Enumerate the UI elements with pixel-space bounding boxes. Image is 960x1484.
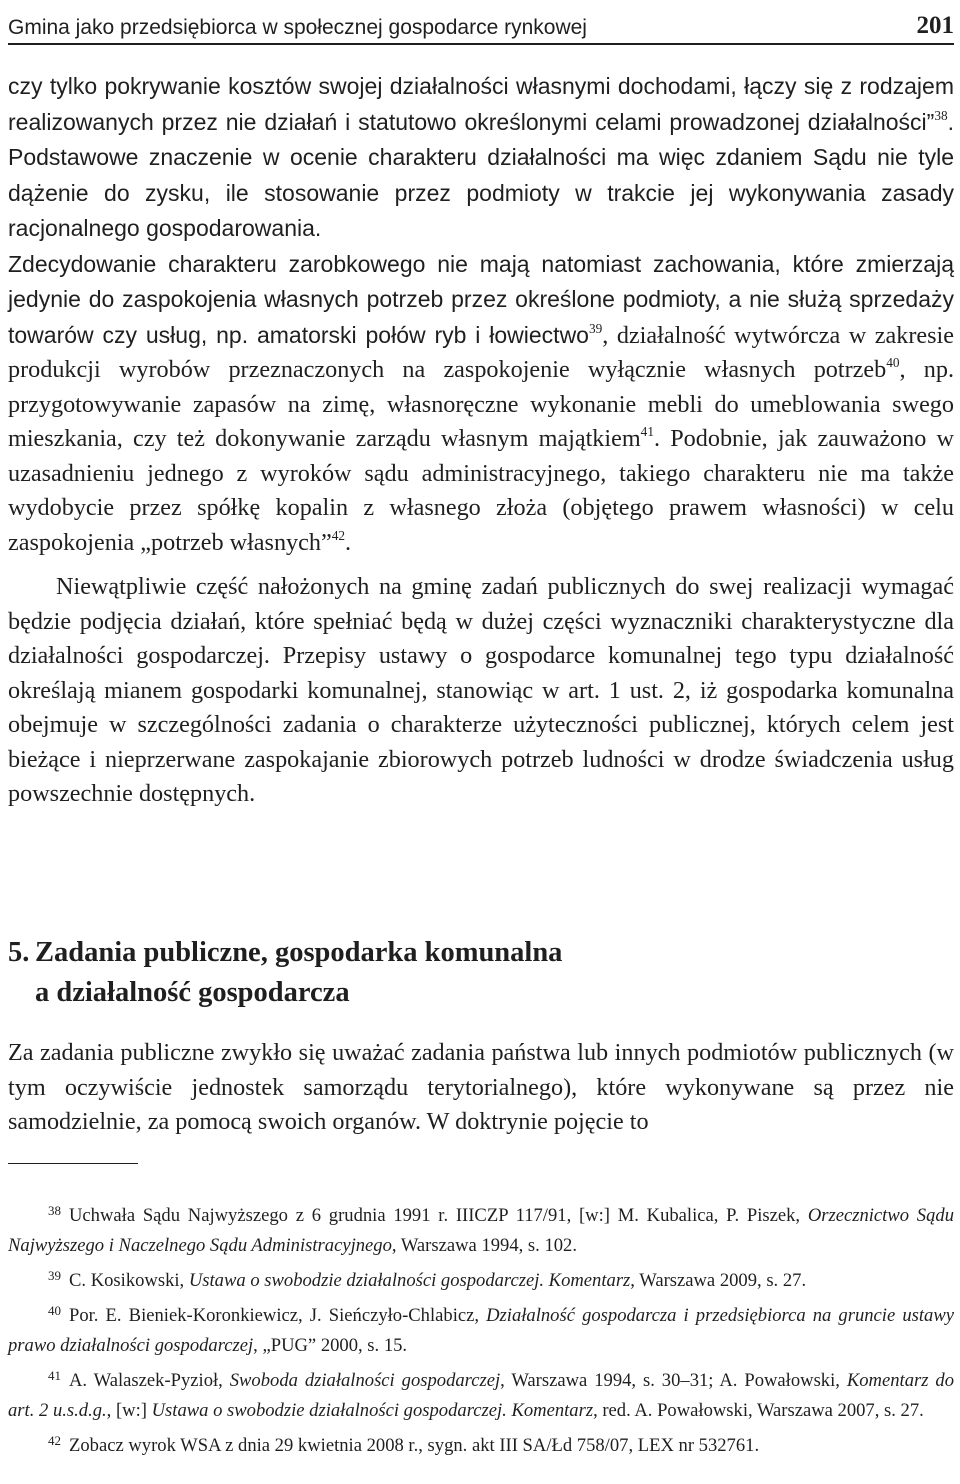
footnote-text: Por. E. Bieniek-Koronkiewicz, J. Sieńczyło-Chlabicz, <box>69 1305 487 1326</box>
paragraph-1-part-e: , np. przygotowywanie zapasów na zimę, własnoręczne wykonanie mebli do umeblowania swego mieszkania, czy też dokonywanie zarządu własnym majątkiem <box>8 356 955 452</box>
footnote-text: , [w:] <box>106 1400 152 1421</box>
paragraph-1-part-g: . <box>345 528 352 556</box>
footnote-italic: Działalność gospodarcza i przedsiębiorca na gruncie ustawy prawo działalności gospodarczej <box>8 1305 954 1356</box>
paragraph-1-part-f: . Podobnie, jak zauważono w uzasadnieniu jednego z wyroków sądu administracyjnego, takiego charakteru nie ma także wydobycie przez spółkę kopalin z własnego złoża (objętego prawem własności) w celu zaspokojenia „potrzeb własnych” <box>8 425 954 556</box>
footnote-ref-38[interactable]: 38 <box>934 107 948 123</box>
section-title-line-2: a działalność gospodarcza <box>35 977 350 1008</box>
footnote-text: , red. A. Powałowski, Warszawa 2007, s. 27. <box>593 1400 924 1421</box>
footnote-ref-41[interactable]: 41 <box>640 424 654 440</box>
footnote-italic: Orzecznictwo Sądu Najwyższego i Naczelnego Sądu Administracyjnego <box>8 1205 954 1256</box>
footnote-italic: Komentarz do art. 2 u.s.d.g. <box>8 1370 954 1421</box>
paragraph-1-part-c: Zdecydowanie charakteru zarobkowego nie mają natomiast zachowania, które zmierzają jedynie do zaspokojenia własnych potrzeb przez określone podmioty, a nie służą sprzedaży towarów czy usług, np. amatorski połów ryb i łowiectwo <box>8 250 954 348</box>
footnote-text: A. Walaszek-Pyzioł, <box>69 1370 230 1391</box>
paragraph-1-part-b: . Podstawowe znaczenie w ocenie charakteru działalności ma więc zdaniem Sądu nie tyle dążenie do zysku, ile stosowanie przez podmioty w trakcie jej wykonywania zasady racjonalnego gospodarowania. <box>8 108 954 241</box>
section-heading <box>8 933 948 1013</box>
footnote-41 <box>8 1361 954 1426</box>
footnote-text: , Warszawa 1994, s. 30–31; A. Powałowski, <box>500 1370 847 1391</box>
footnote-ref-39[interactable]: 39 <box>588 320 603 336</box>
footnote-text: , Warszawa 1994, s. 102. <box>391 1235 577 1256</box>
footnote-number: 40 <box>48 1303 61 1318</box>
footnote-italic: Swoboda działalności gospodarczej <box>229 1370 501 1391</box>
paragraph-3: Za zadania publiczne zwykło się uważać zadania państwa lub innych podmiotów publicznych (w tym oczywiście jednostek samorządu terytorialnego), które wykonywane są przez nie samodzielnie, za pomocą swoich organów. W doktrynie pojęcie to <box>8 1039 954 1135</box>
footnote-number: 39 <box>48 1268 61 1283</box>
section-title-line-1: Zadania publiczne, gospodarka komunalna <box>35 937 563 968</box>
footnote-text: , „PUG” 2000, s. 15. <box>253 1335 408 1356</box>
footnote-number: 41 <box>48 1368 61 1383</box>
footnote-42 <box>8 1426 954 1461</box>
section-number: 5. <box>8 937 30 968</box>
footnote-text: Uchwała Sądu Najwyższego z 6 grudnia 1991 r. IIICZP 117/91, [w:] M. Kubalica, P. Piszek, <box>69 1205 808 1226</box>
footnote-italic: Ustawa o swobodzie działalności gospodarczej. Komentarz <box>151 1400 594 1421</box>
footnote-italic: Ustawa o swobodzie działalności gospodarczej. Komentarz <box>188 1270 631 1291</box>
footnote-number: 38 <box>48 1203 61 1218</box>
footnote-ref-40[interactable]: 40 <box>886 355 900 371</box>
running-head <box>8 0 954 40</box>
header-rule <box>8 43 954 45</box>
footnote-text: , Warszawa 2009, s. 27. <box>630 1270 807 1291</box>
footnote-text: Zobacz wyrok WSA z dnia 29 kwietnia 2008 r., sygn. akt III SA/Łd 758/07, LEX nr 532761. <box>69 1435 760 1456</box>
footnote-ref-42[interactable]: 42 <box>331 527 346 543</box>
footnote-39 <box>8 1261 954 1296</box>
page-number: 201 <box>916 12 954 39</box>
footnote-40 <box>8 1296 954 1361</box>
paragraph-1-part-d: , działalność wytwórcza w zakresie produkcji wyrobów przeznaczonych na zaspokojenie wyłącznie własnych potrzeb <box>8 321 954 383</box>
footnote-text: C. Kosikowski, <box>69 1270 189 1291</box>
paragraph-2: Niewątpliwie część nałożonych na gminę zadań publicznych do swej realizacji wymagać będzie podjęcia działań, które spełniać będą w dużej części wyznaczniki charakterystyczne dla działalności gospodarczej. Przepisy ustawy o gospodarce komunalnej tego typu działalność określają mianem gospodarki komunalnej, stanowiąc w art. 1 ust. 2, iż gospodarka komunalna obejmuje w szczególności zadania o charakterze użyteczności publicznej, których celem jest bieżące i nieprzerwane zaspokajanie zbiorowych potrzeb ludności w drodze świadczenia usług powszechnie dostępnych. <box>8 573 954 807</box>
footnote-38 <box>8 1196 954 1261</box>
paragraph-1 <box>8 69 954 560</box>
paragraph-1-part-a: czy tylko pokrywanie kosztów swojej działalności własnymi dochodami, łączy się z rodzajem realizowanych przez nie działań i statutowo określonymi celami prowadzonej działalności” <box>8 73 954 135</box>
running-head-title: Gmina jako przedsiębiorca w społecznej gospodarce rynkowej <box>8 16 587 39</box>
footnote-number: 42 <box>48 1433 61 1448</box>
footnote-separator <box>8 1163 138 1164</box>
footnotes <box>8 1196 954 1461</box>
